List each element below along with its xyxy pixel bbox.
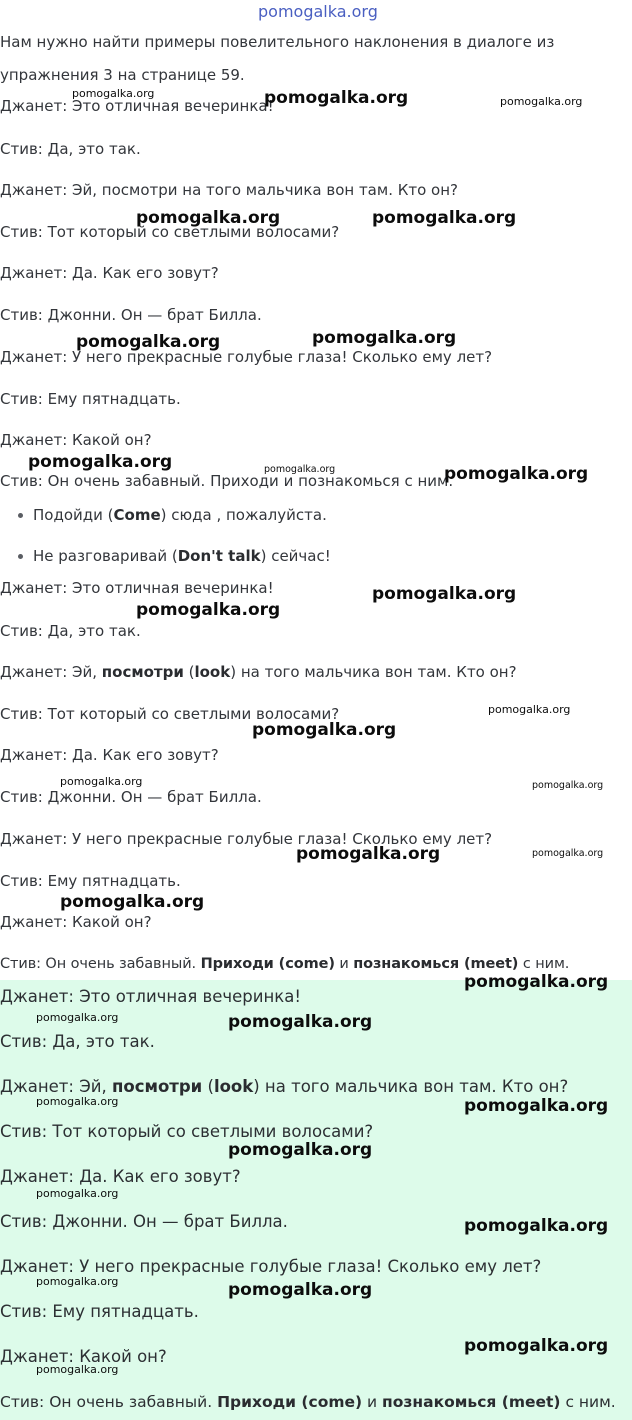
watermark: pomogalka.org xyxy=(72,87,155,100)
dialogue-line: Стив: Ему пятнадцать. xyxy=(0,1302,199,1321)
intro-line-2: упражнения 3 на странице 59. xyxy=(0,66,245,84)
watermark: pomogalka.org xyxy=(264,464,336,475)
dialogue-line: Джанет: Это отличная вечеринка! xyxy=(0,987,301,1006)
watermark: pomogalka.org xyxy=(228,1012,373,1032)
watermark: pomogalka.org xyxy=(76,332,221,352)
watermark: pomogalka.org xyxy=(532,780,604,791)
dialogue-line: Джанет: Эй, посмотри (look) на того мальчика вон там. Кто он? xyxy=(0,663,517,681)
dialogue-line: Стив: Да, это так. xyxy=(0,622,141,640)
intro-line-1: Нам нужно найти примеры повелительного наклонения в диалоге из xyxy=(0,33,555,51)
bullet-item: Не разговаривай (Don't talk) сейчас! xyxy=(33,547,331,565)
watermark: pomogalka.org xyxy=(464,1336,609,1356)
dialogue-line: Стив: Джонни. Он — брат Билла. xyxy=(0,306,262,324)
site-logo[interactable]: pomogalka.org xyxy=(258,2,378,21)
watermark: pomogalka.org xyxy=(28,452,173,472)
watermark: pomogalka.org xyxy=(252,720,397,740)
dialogue-line: Джанет: Это отличная вечеринка! xyxy=(0,579,274,597)
dialogue-line: Джанет: Эй, посмотри (look) на того мальчика вон там. Кто он? xyxy=(0,1077,569,1096)
watermark: pomogalka.org xyxy=(464,972,609,992)
watermark: pomogalka.org xyxy=(136,208,281,228)
dialogue-line: Джанет: У него прекрасные голубые глаза! Сколько ему лет? xyxy=(0,348,493,366)
watermark: pomogalka.org xyxy=(60,775,143,788)
dialogue-line: Джанет: У него прекрасные голубые глаза! Сколько ему лет? xyxy=(0,830,493,848)
dialogue-line: Джанет: Да. Как его зовут? xyxy=(0,264,219,282)
dialogue-line: Стив: Джонни. Он — брат Билла. xyxy=(0,788,262,806)
watermark: pomogalka.org xyxy=(444,464,589,484)
dialogue-line: Джанет: Да. Как его зовут? xyxy=(0,746,219,764)
dialogue-line: Стив: Ему пятнадцать. xyxy=(0,390,181,408)
bullet-dot xyxy=(18,513,23,518)
dialogue-line: Джанет: Это отличная вечеринка! xyxy=(0,97,274,115)
dialogue-line: Стив: Он очень забавный. Приходи (come) и познакомься (meet) с ним. xyxy=(0,1393,616,1411)
bullet-dot xyxy=(18,554,23,559)
dialogue-line: Стив: Ему пятнадцать. xyxy=(0,872,181,890)
dialogue-line: Джанет: Какой он? xyxy=(0,431,152,449)
watermark: pomogalka.org xyxy=(464,1096,609,1116)
watermark: pomogalka.org xyxy=(372,584,517,604)
dialogue-line: Стив: Тот который со светлыми волосами? xyxy=(0,1122,374,1141)
watermark: pomogalka.org xyxy=(464,1216,609,1236)
watermark: pomogalka.org xyxy=(36,1011,119,1024)
watermark: pomogalka.org xyxy=(228,1280,373,1300)
watermark: pomogalka.org xyxy=(532,848,604,859)
dialogue-line: Стив: Он очень забавный. Приходи (come) и познакомься (meet) с ним. xyxy=(0,956,570,972)
watermark: pomogalka.org xyxy=(296,844,441,864)
dialogue-line: Стив: Да, это так. xyxy=(0,1032,155,1051)
watermark: pomogalka.org xyxy=(488,703,571,716)
watermark: pomogalka.org xyxy=(312,328,457,348)
bullet-item: Подойди (Come) сюда , пожалуйста. xyxy=(33,506,327,524)
dialogue-line: Стив: Тот который со светлыми волосами? xyxy=(0,223,340,241)
watermark: pomogalka.org xyxy=(60,892,205,912)
dialogue-line: Стив: Да, это так. xyxy=(0,140,141,158)
dialogue-line: Джанет: Да. Как его зовут? xyxy=(0,1167,241,1186)
watermark: pomogalka.org xyxy=(36,1363,119,1376)
watermark: pomogalka.org xyxy=(264,88,409,108)
watermark: pomogalka.org xyxy=(372,208,517,228)
dialogue-line: Джанет: Какой он? xyxy=(0,1347,167,1366)
watermark: pomogalka.org xyxy=(36,1095,119,1108)
dialogue-line: Стив: Тот который со светлыми волосами? xyxy=(0,705,340,723)
watermark: pomogalka.org xyxy=(228,1140,373,1160)
dialogue-line: Стив: Он очень забавный. Приходи и познакомься с ним. xyxy=(0,472,454,490)
watermark: pomogalka.org xyxy=(500,95,583,108)
dialogue-line: Джанет: У него прекрасные голубые глаза! Сколько ему лет? xyxy=(0,1257,542,1276)
watermark: pomogalka.org xyxy=(136,600,281,620)
watermark: pomogalka.org xyxy=(36,1187,119,1200)
dialogue-line: Джанет: Эй, посмотри на того мальчика вон там. Кто он? xyxy=(0,181,459,199)
dialogue-line: Джанет: Какой он? xyxy=(0,913,152,931)
watermark: pomogalka.org xyxy=(36,1275,119,1288)
dialogue-line: Стив: Джонни. Он — брат Билла. xyxy=(0,1212,288,1231)
